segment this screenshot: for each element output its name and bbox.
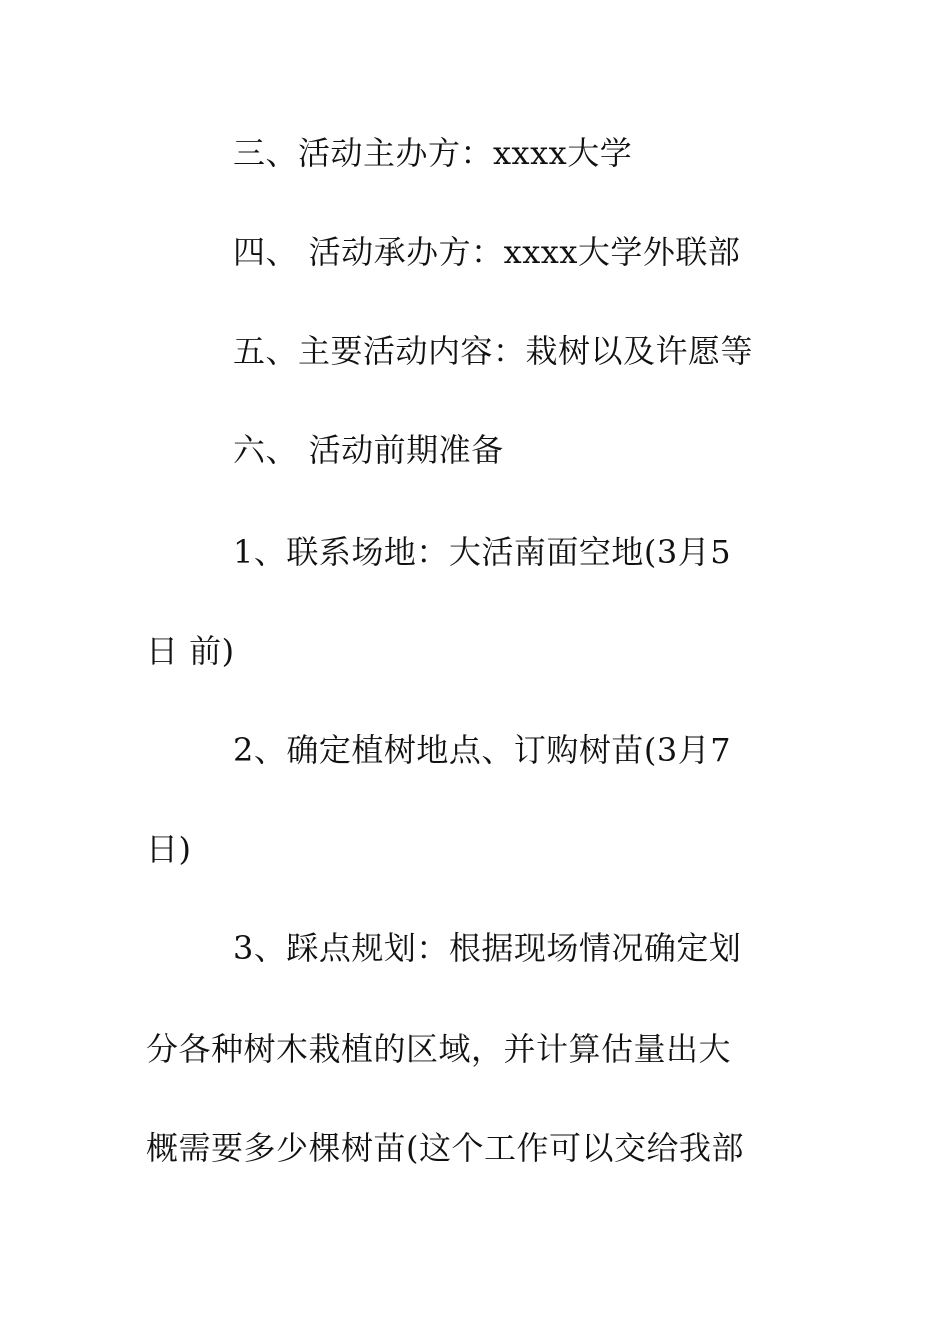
prep-item-2-cont: 日) [146,830,192,868]
prep-item-2: 2、确定植树地点、订购树苗(3月7 [233,731,732,769]
prep-item-3: 3、踩点规划：根据现场情况确定划 [233,929,742,967]
prep-item-1-cont: 日 前) [146,632,235,670]
section-preparation: 六、 活动前期准备 [233,431,504,469]
prep-item-1: 1、联系场地：大活南面空地(3月5 [233,533,732,571]
section-organizer: 三、活动主办方：xxxx大学 [233,134,633,172]
section-main-content: 五、主要活动内容：栽树以及许愿等 [233,332,754,370]
prep-item-3-cont-2: 概需要多少棵树苗(这个工作可以交给我部 [146,1129,744,1167]
section-undertaker: 四、 活动承办方：xxxx大学外联部 [233,233,741,271]
prep-item-3-cont-1: 分各种树木栽植的区域，并计算估量出大 [146,1030,732,1068]
